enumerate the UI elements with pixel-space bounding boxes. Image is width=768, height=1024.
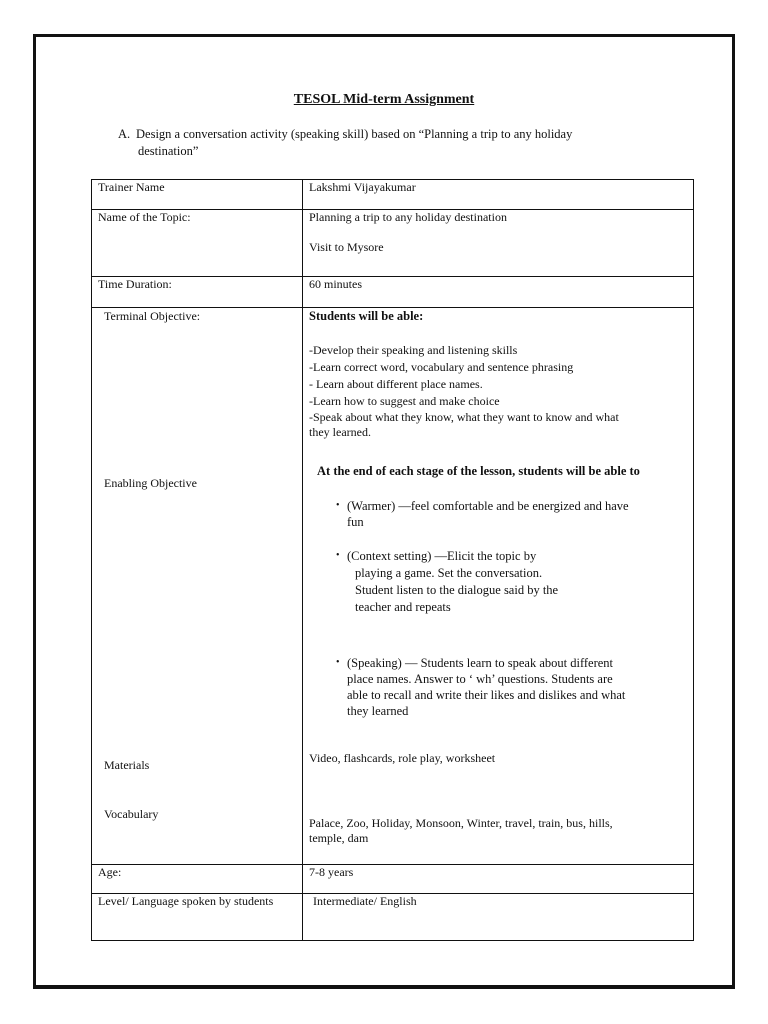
list-item: -Develop their speaking and listening skills bbox=[309, 343, 518, 357]
lesson-plan-table bbox=[91, 179, 694, 941]
table-row bbox=[92, 308, 694, 865]
materials-value: Video, flashcards, role play, worksheet bbox=[309, 751, 496, 765]
terminal-items bbox=[309, 342, 689, 440]
document-title: TESOL Mid-term Assignment bbox=[293, 92, 475, 107]
list-item: - Learn about different place names. bbox=[309, 377, 483, 391]
enabling-objective-label: Enabling Objective bbox=[104, 476, 197, 490]
list-item: they learned. bbox=[309, 425, 371, 439]
bullet-icon: • bbox=[336, 550, 340, 561]
objective-labels-cell bbox=[92, 308, 303, 865]
trainer-label: Trainer Name bbox=[92, 180, 303, 210]
speaking-item: • (Speaking) — Students learn to speak about different place names. Answer to ‘ wh’ questions. Students are able to recall and write their likes and dislikes and what they learned bbox=[336, 656, 626, 718]
list-item: -Learn correct word, vocabulary and sentence phrasing bbox=[309, 360, 574, 374]
terminal-heading: Students will be able: bbox=[309, 309, 424, 323]
topic-label: Name of the Topic: bbox=[92, 210, 303, 277]
time-value: 60 minutes bbox=[303, 277, 694, 308]
topic-value-cell bbox=[303, 210, 694, 277]
table-row bbox=[92, 180, 694, 210]
assignment-instruction bbox=[118, 126, 638, 160]
level-label: Level/ Language spoken by students bbox=[92, 894, 303, 941]
list-item: -Learn how to suggest and make choice bbox=[309, 394, 500, 408]
time-label: Time Duration: bbox=[92, 277, 303, 308]
materials-label: Materials bbox=[104, 758, 150, 772]
topic-value-2: Visit to Mysore bbox=[309, 240, 384, 254]
terminal-objective-label: Terminal Objective: bbox=[104, 309, 201, 323]
level-value: Intermediate/ English bbox=[303, 894, 694, 941]
age-label: Age: bbox=[92, 865, 303, 894]
vocabulary-value: Palace, Zoo, Holiday, Monsoon, Winter, travel, train, bus, hills, temple, dam bbox=[309, 816, 613, 845]
vocabulary-label: Vocabulary bbox=[104, 807, 159, 821]
bullet-icon: • bbox=[336, 500, 340, 511]
list-marker: A. bbox=[118, 127, 131, 141]
enabling-heading: At the end of each stage of the lesson, students will be able to bbox=[317, 464, 640, 478]
trainer-value: Lakshmi Vijayakumar bbox=[303, 180, 694, 210]
table-row bbox=[92, 894, 694, 941]
table-row bbox=[92, 865, 694, 894]
bullet-icon: • bbox=[336, 657, 340, 668]
table-row bbox=[92, 277, 694, 308]
instruction-line-2: destination” bbox=[138, 144, 199, 158]
objective-values-cell bbox=[303, 308, 694, 865]
topic-value-1: Planning a trip to any holiday destination bbox=[309, 210, 507, 224]
warmer-item: • (Warmer) —feel comfortable and be energized and have fun bbox=[336, 499, 629, 529]
context-setting-item: • (Context setting) —Elicit the topic by playing a game. Set the conversation. Student listen to the dialogue said by the teacher and repeats bbox=[336, 549, 559, 614]
table-row bbox=[92, 210, 694, 277]
list-item: -Speak about what they know, what they want to know and what bbox=[309, 410, 619, 424]
instruction-line-1: Design a conversation activity (speaking skill) based on “Planning a trip to any holiday bbox=[136, 127, 573, 141]
age-value: 7-8 years bbox=[303, 865, 694, 894]
